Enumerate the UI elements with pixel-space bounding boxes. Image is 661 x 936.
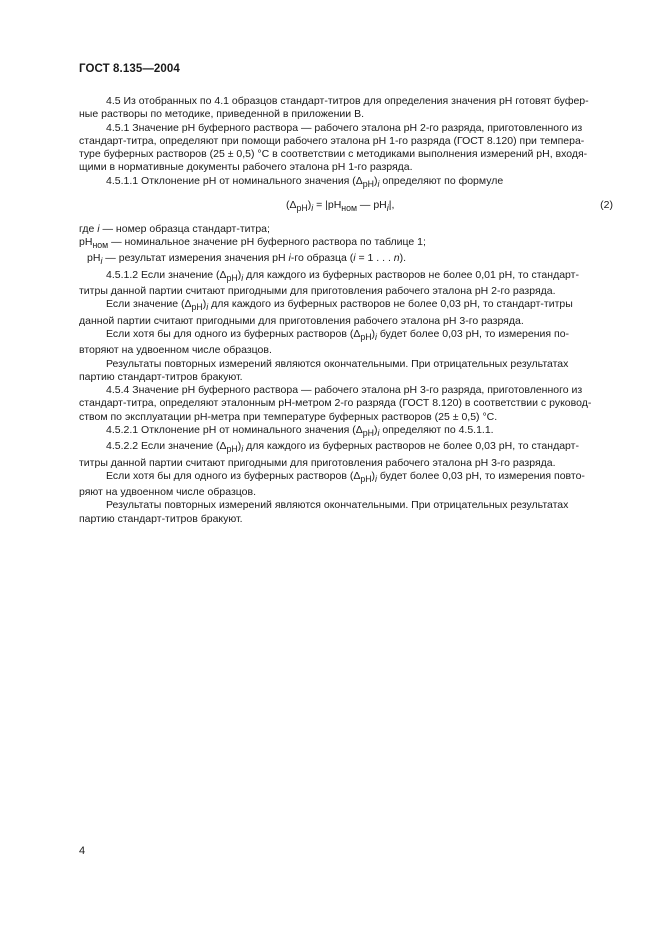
text-line: 4.5.1.1 Отклонение pH от номинального значения $(\Delta_{pH})_i$ определяют по формуле: [106, 174, 504, 189]
text-line: Если значение $(\Delta_{pH})_i$ для каждого из буферных растворов не более 0,03 pH, то стандарт-титры: [106, 298, 573, 313]
document-header: ГОСТ 8.135—2004: [79, 63, 180, 75]
text-line: вторяют на удвоенном числе образцов.: [79, 344, 272, 357]
text-line: партию стандарт-титров бракуют.: [79, 512, 243, 525]
text-line: ряют на удвоенном числе образцов.: [79, 486, 257, 499]
text-line: ные растворы по методике, приведенной в приложении В.: [79, 108, 365, 121]
text-line: Если хотя бы для одного из буферных растворов $(\Delta_{pH})_i$ будет более 0,03 pH, то измерения повто-: [106, 469, 585, 484]
formula-2: [79, 199, 615, 214]
text-line: титры данной партии считают пригодными для приготовления рабочего эталона pH 3-го разряда.: [79, 456, 556, 469]
text-line: стандарт-титра, определяют при помощи рабочего эталона pH 1-го разряда (ГОСТ 8.120) при темпера-: [79, 134, 585, 147]
formula-number: (2): [600, 198, 613, 211]
page-number: 4: [79, 845, 86, 857]
text-line: 4.5 Из отобранных по 4.1 образцов стандарт-титров для определения значения pH готовят буфер-: [106, 95, 589, 107]
formula-expression: $(\Delta_{pH})_i = |pH_{ном}$ — $pH_i|$,: [286, 198, 395, 213]
text-line: щими в нормативные документы рабочего эталона pH 1-го разряда.: [79, 161, 413, 174]
text-line: 4.5.2.1 Отклонение pH от номинального значения $(\Delta_{pH})_i$ определяют по 4.5.1.1.: [106, 423, 494, 438]
text-line: титры данной партии считают пригодными для приготовления рабочего эталона pH 2-го разряда.: [79, 285, 556, 298]
text-line: 4.5.4 Значение pH буферного раствора — рабочего эталона pH 3-го разряда, приготовленного из: [106, 384, 583, 397]
text-line: 4.5.1 Значение pH буферного раствора — рабочего эталона pH 2-го разряда, приготовленного из: [106, 121, 583, 134]
text-line: Результаты повторных измерений являются окончательными. При отрицательных результатах: [106, 499, 569, 512]
where-line: $pH_i$ — результат измерения значения pH i-го образца (i = 1 . . . n).: [87, 252, 407, 267]
where-line: $pH_{ном}$ — номинальное значение pH буферного раствора по таблице 1;: [79, 236, 426, 251]
text-line: туре буферных растворов (25 ± 0,5) °С в соответствии с методиками выполнения измерений pH, входя-: [79, 148, 588, 160]
text-line: ством по эксплуатации pH-метра при температуре буферных растворов (25 ± 0,5) °С.: [79, 410, 498, 423]
text-line: Результаты повторных измерений являются окончательными. При отрицательных результатах: [106, 357, 569, 370]
text-line: 4.5.1.2 Если значение $(\Delta_{pH})_i$ для каждого из буферных растворов не более 0,01 pH, то стандарт-: [106, 268, 579, 283]
document-body: [79, 95, 615, 526]
text-line: партию стандарт-титров бракуют.: [79, 370, 243, 383]
text-line: Если хотя бы для одного из буферных растворов $(\Delta_{pH})_i$ будет более 0,03 pH, то измерения по-: [106, 327, 570, 343]
text-line: стандарт-титра, определяют эталонным pH-метром 2-го разряда (ГОСТ 8.120) в соответствии с руковод-: [79, 397, 592, 410]
where-line: где i — номер образца стандарт-титра;: [79, 222, 270, 235]
text-line: 4.5.2.2 Если значение $(\Delta_{pH})_i$ для каждого из буферных растворов не более 0,03 pH, то стандарт-: [106, 440, 579, 455]
text-line: данной партии считают пригодными для приготовления рабочего эталона pH 3-го разряда.: [79, 314, 524, 327]
